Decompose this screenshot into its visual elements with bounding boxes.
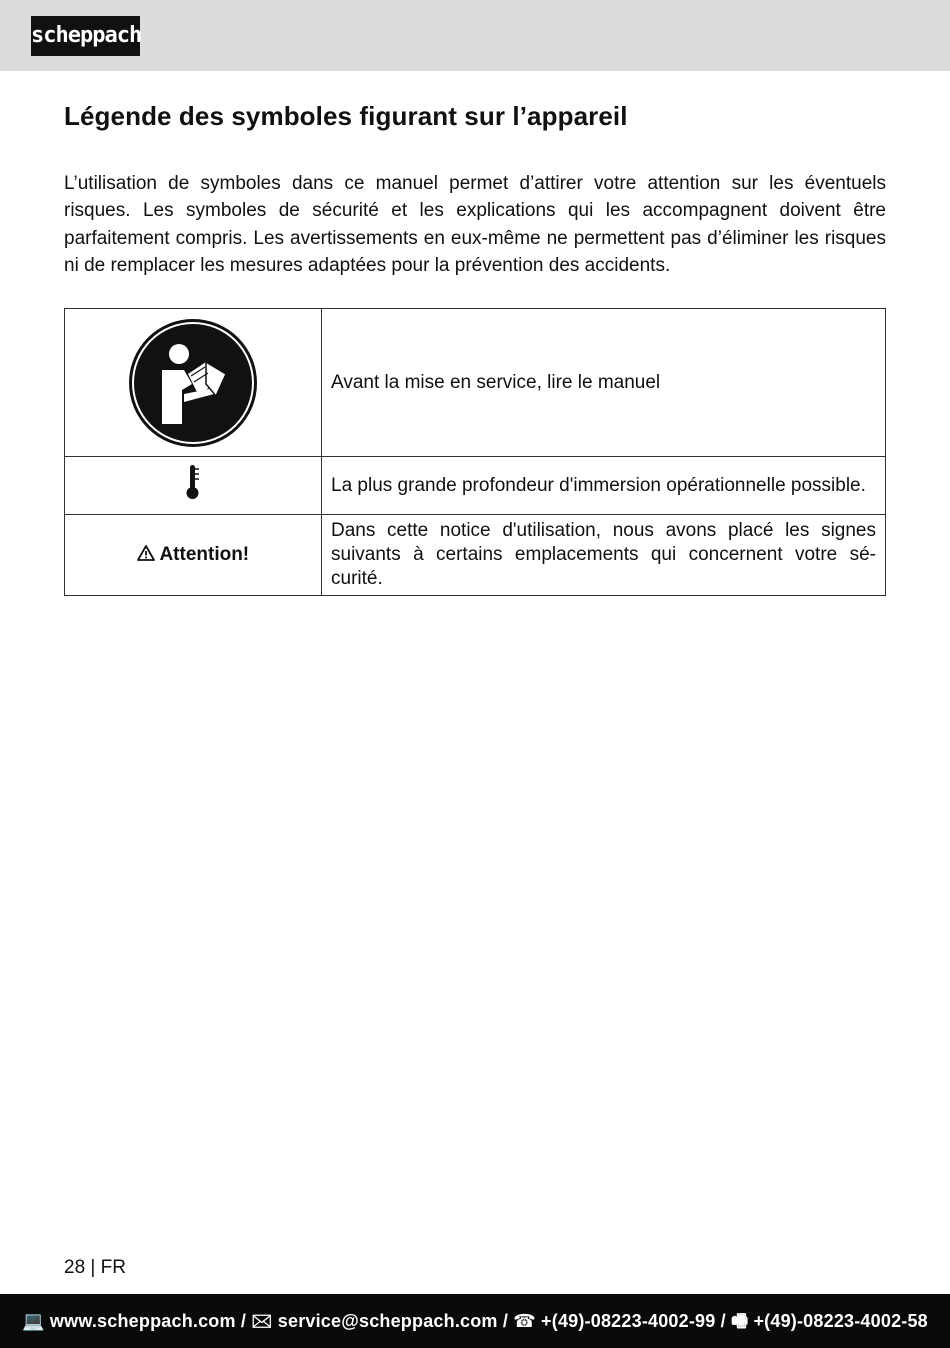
footer-band	[0, 1294, 950, 1348]
table-row	[65, 515, 886, 596]
page-number: 28 | FR	[64, 1257, 126, 1278]
footer-contact: 💻 www.scheppach.com / 🖂 service@scheppach.com / ☎ +(49)-08223-4002-99 / 🖷 +(49)-08223-4002-58	[22, 1311, 928, 1331]
attention-text: Attention!	[159, 544, 250, 565]
table-row	[65, 309, 886, 457]
symbol-cell	[65, 515, 322, 596]
brand-logo: scheppach	[31, 16, 140, 56]
read-manual-icon	[128, 318, 258, 448]
symbol-cell	[65, 457, 322, 515]
immersion-depth-icon	[185, 464, 201, 500]
intro-paragraph: L’utilisation de symboles dans ce manuel permet d’attirer votre attention sur les éventuels risques. Les symboles de sécurité et les explications qui les accompagnent doivent être parfaitement compris. Les avertissements en eux-même ne permettent pas d’éliminer les risques ni de remplacer les mesures adaptées pour la prévention des accidents.	[64, 173, 886, 276]
symbol-text: La plus grande profondeur d'immersion opérationnelle possible.	[322, 457, 886, 515]
symbol-text: Avant la mise en service, lire le manuel	[322, 309, 886, 457]
symbols-table	[64, 308, 886, 596]
table-row	[65, 457, 886, 515]
header-band	[0, 0, 950, 71]
symbol-text: Dans cette notice d'utilisation, nous avons placé les signes suivants à certains emplacements qui concernent votre sé-curité.	[322, 515, 886, 596]
attention-label	[137, 544, 249, 565]
symbol-cell	[65, 309, 322, 457]
warning-triangle-icon	[137, 545, 155, 561]
page-title: Légende des symboles figurant sur l’appareil	[64, 101, 628, 131]
